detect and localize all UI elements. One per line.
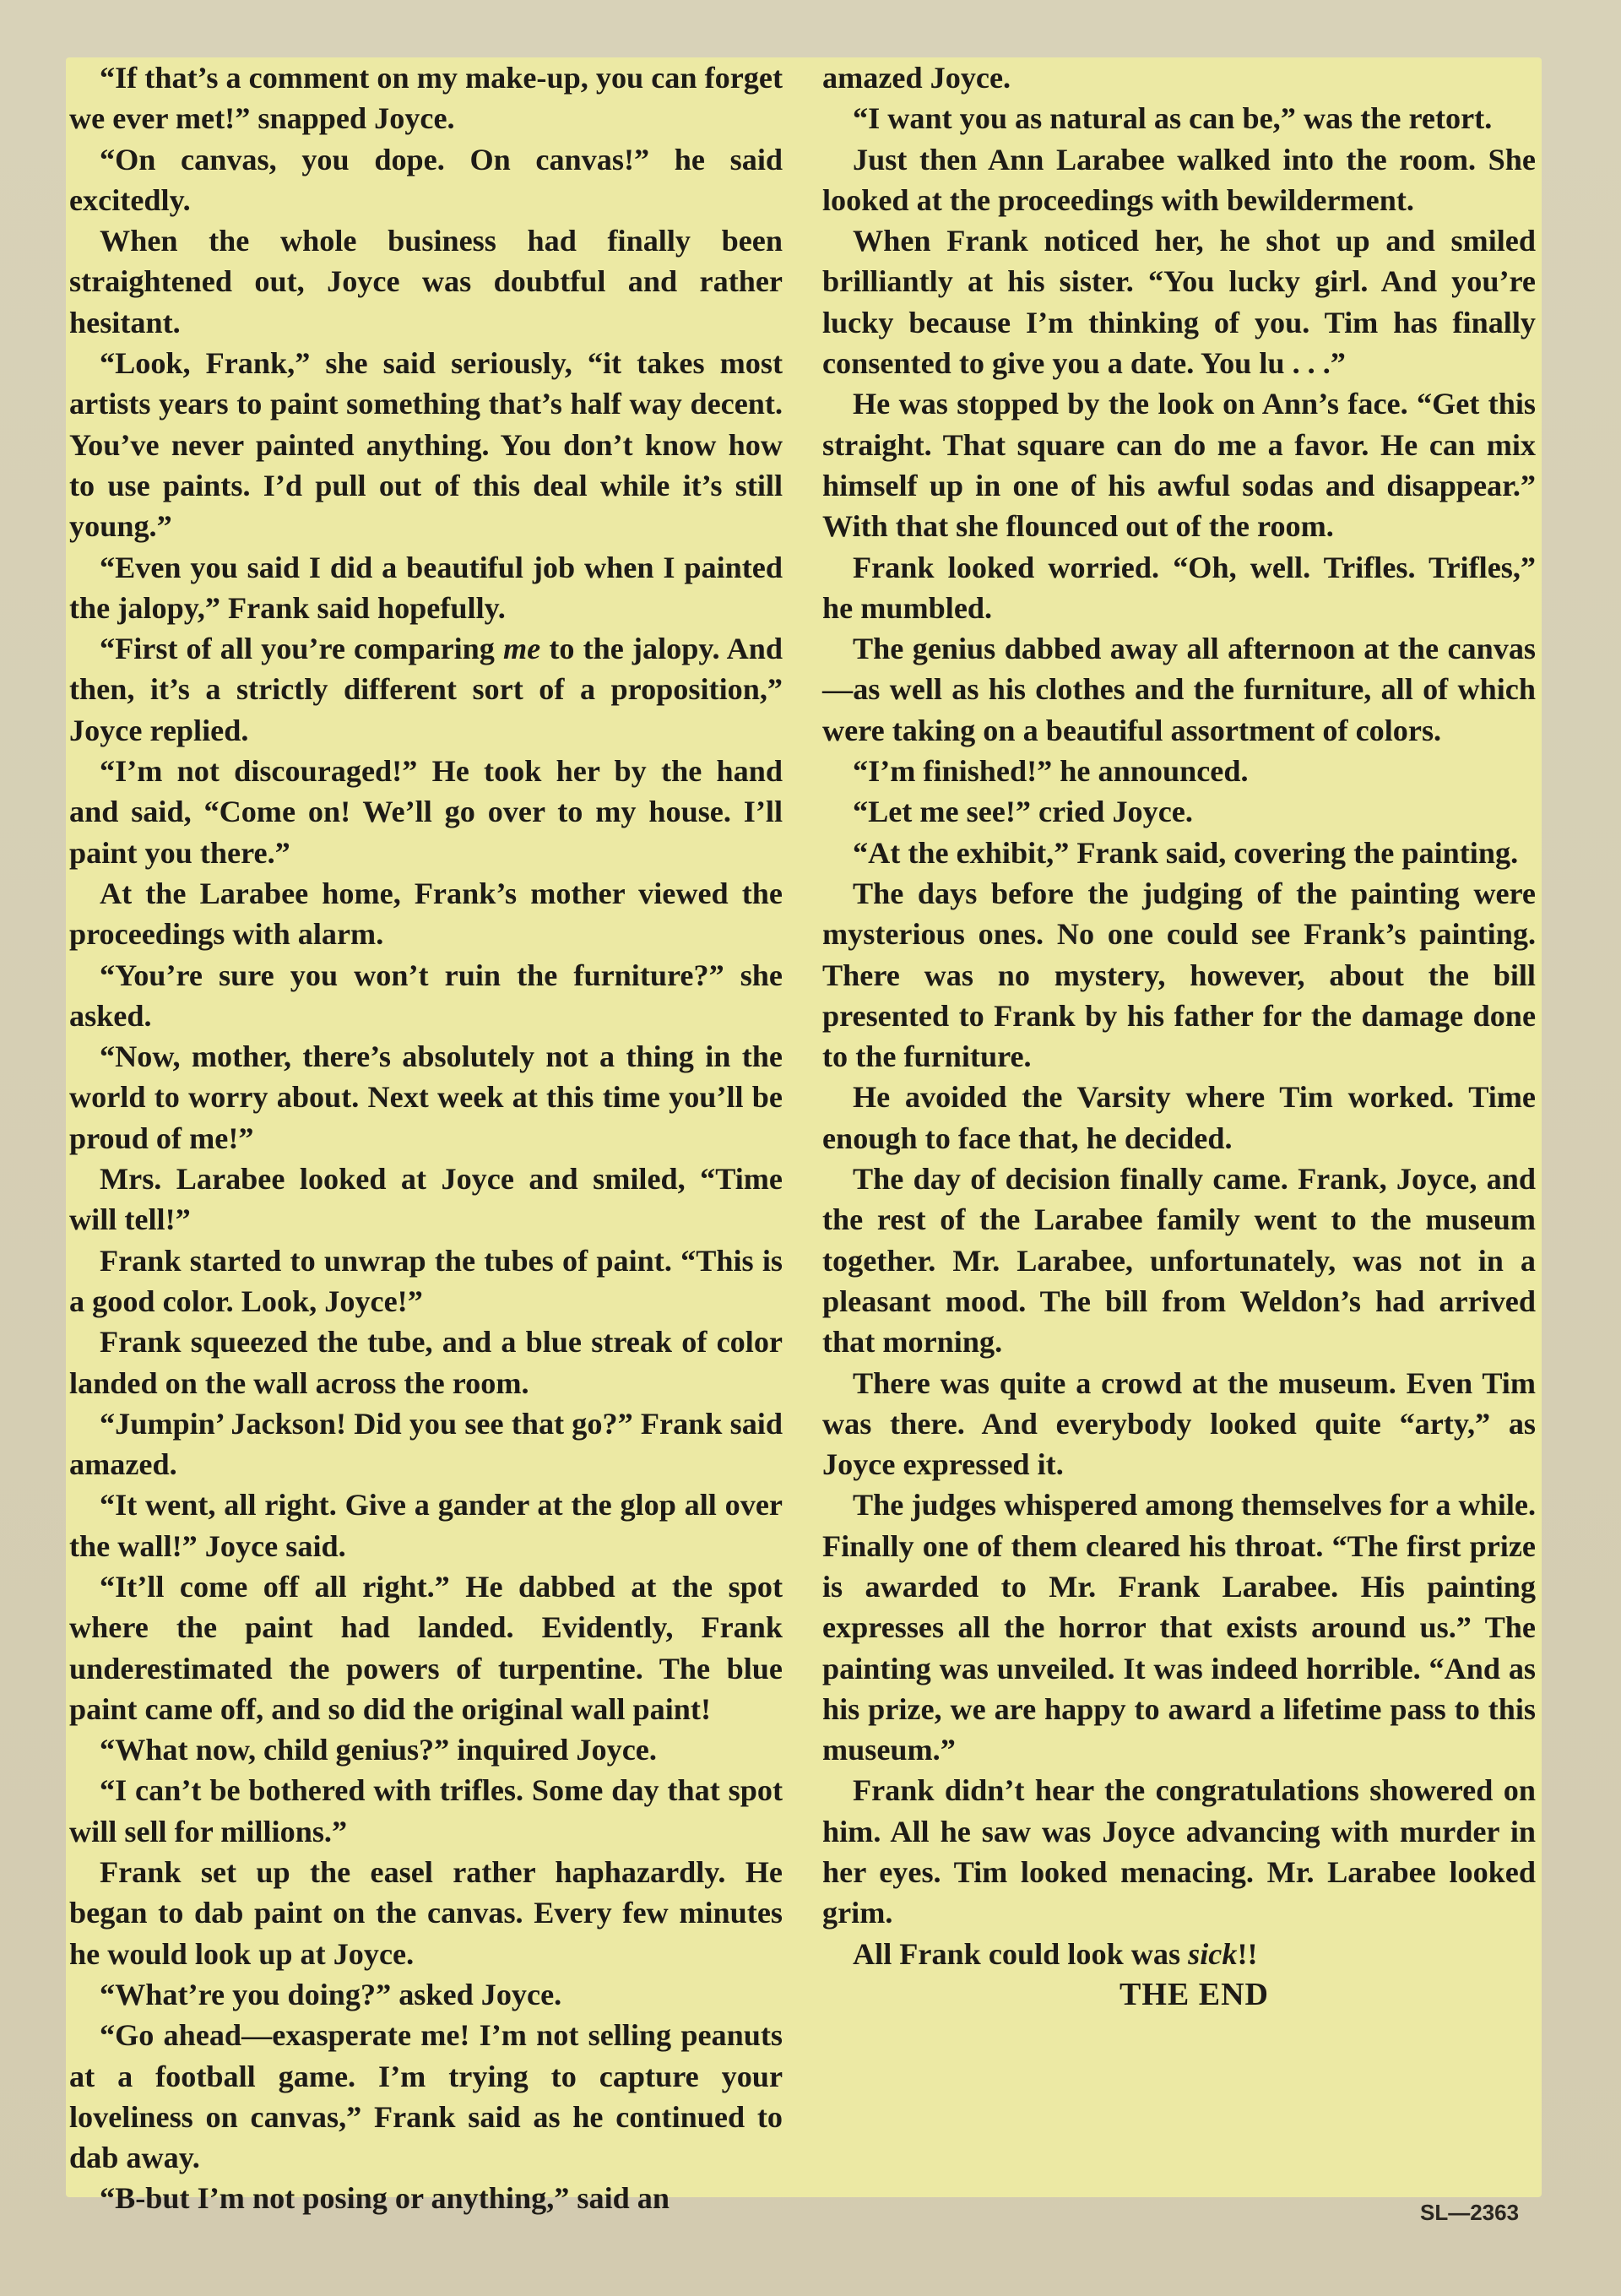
story-paragraph: The days before the judging of the painting were mysterious ones. No one could see Frank’s painting. There was no mystery, however, about the bill presented to Frank by his father for the damage done to the furniture.: [822, 876, 1536, 1074]
story-paragraph: “I can’t be bothered with trifles. Some day that spot will sell for millions.”: [69, 1773, 783, 1848]
story-paragraph: “Jumpin’ Jackson! Did you see that go?” Frank said amazed.: [69, 1406, 783, 1482]
story-paragraph: Frank looked worried. “Oh, well. Trifles. Trifles,” he mumbled.: [822, 550, 1536, 625]
story-paragraph: When the whole business had finally been straightened out, Joyce was doubtful and rather hesitant.: [69, 224, 783, 339]
paragraph-text: to the jalopy. And then, it’s a strictly different sort of a proposition,” Joyce replied.: [69, 632, 783, 747]
left-text-column: [69, 57, 783, 2219]
story-paragraph: “What’re you doing?” asked Joyce.: [100, 1977, 562, 2011]
story-paragraph: “On canvas, you dope. On canvas!” he said excitedly.: [69, 142, 783, 217]
story-paragraph: At the Larabee home, Frank’s mother viewed the proceedings with alarm.: [69, 876, 783, 952]
story-paragraph: amazed Joyce.: [822, 61, 1011, 95]
story-paragraph: “Look, Frank,” she said seriously, “it takes most artists years to paint something that’s half way decent. You’ve never painted anything. You don’t know how to use paints. I’d pull out of this deal while it’s still young.”: [69, 346, 783, 544]
story-paragraph: He was stopped by the look on Ann’s face. “Get this straight. That square can do me a favor. He can mix himself up in one of his awful sodas and disappear.” With that she flounced out of the room.: [822, 387, 1536, 544]
paragraph-text: !!: [1237, 1936, 1258, 1971]
story-paragraph: The day of decision finally came. Frank, Joyce, and the rest of the Larabee family went to the museum together. Mr. Larabee, unfortunately, was not in a pleasant mood. The bill from Weldon’s had arrived that morning.: [822, 1162, 1536, 1360]
story-paragraph: Frank didn’t hear the congratulations showered on him. All he saw was Joyce advancing with murder in her eyes. Tim looked menacing. Mr. Larabee looked grim.: [822, 1773, 1536, 1930]
story-paragraph: “Even you said I did a beautiful job when I painted the jalopy,” Frank said hopefully.: [69, 550, 783, 625]
story-paragraph: “I’m not discouraged!” He took her by the hand and said, “Come on! We’ll go over to my house. I’ll paint you there.”: [69, 754, 783, 870]
emphasized-word: sick: [1188, 1936, 1238, 1971]
story-paragraph: The genius dabbed away all afternoon at the canvas—as well as his clothes and the furniture, all of which were taking on a beautiful assortment of colors.: [822, 632, 1536, 747]
story-paragraph: There was quite a crowd at the museum. Even Tim was there. And everybody looked quite “arty,” as Joyce expressed it.: [822, 1365, 1536, 1482]
story-paragraph: “I’m finished!” he announced.: [853, 754, 1249, 789]
story-paragraph: [69, 628, 783, 751]
story-paragraph: “At the exhibit,” Frank said, covering the painting.: [853, 835, 1519, 870]
emphasized-word: me: [503, 632, 541, 666]
right-text-column: [822, 57, 1536, 2015]
story-paragraph: The judges whispered among themselves for a while. Finally one of them cleared his throat. “The first prize is awarded to Mr. Frank Larabee. His painting expresses all the horror that exists around us.” The painting was unveiled. It was indeed horrible. “And as his prize, we are happy to award a lifetime pass to this museum.”: [822, 1488, 1536, 1767]
paragraph-text: All Frank could look was: [853, 1936, 1189, 1971]
story-paragraph: “If that’s a comment on my make-up, you can forget we ever met!” snapped Joyce.: [69, 61, 783, 136]
story-paragraph: “What now, child genius?” inquired Joyce.: [100, 1733, 657, 1767]
story-paragraph: Frank started to unwrap the tubes of paint. “This is a good color. Look, Joyce!”: [69, 1243, 783, 1318]
story-paragraph: “Go ahead—exasperate me! I’m not selling peanuts at a football game. I’m trying to capture your loveliness on canvas,” Frank said as he continued to dab away.: [69, 2018, 783, 2175]
story-paragraph: “It’ll come off all right.” He dabbed at the spot where the paint had landed. Evidently, Frank underestimated the powers of turpentine. The blue paint came off, and so did the original wall paint!: [69, 1569, 783, 1726]
story-paragraph: Mrs. Larabee looked at Joyce and smiled, “Time will tell!”: [69, 1162, 783, 1237]
page-code: SL—2363: [1420, 2200, 1520, 2225]
story-paragraph: “Now, mother, there’s absolutely not a thing in the world to worry about. Next week at this time you’ll be proud of me!”: [69, 1039, 783, 1155]
the-end-label: THE END: [1120, 1976, 1269, 2012]
story-paragraph: “It went, all right. Give a gander at the glop all over the wall!” Joyce said.: [69, 1488, 783, 1563]
story-paragraph: Frank squeezed the tube, and a blue streak of color landed on the wall across the room.: [69, 1325, 783, 1400]
story-paragraph: “You’re sure you won’t ruin the furniture?” she asked.: [69, 958, 783, 1033]
story-paragraph: Just then Ann Larabee walked into the room. She looked at the proceedings with bewilderment.: [822, 142, 1536, 217]
story-paragraph: [822, 1934, 1536, 1974]
story-paragraph: When Frank noticed her, he shot up and smiled brilliantly at his sister. “You lucky girl. And you’re lucky because I’m thinking of you. Tim has finally consented to give you a date. You lu . . .”: [822, 224, 1536, 381]
story-paragraph: “Let me see!” cried Joyce.: [853, 795, 1193, 829]
story-paragraph: Frank set up the easel rather haphazardly. He began to dab paint on the canvas. Every few minutes he would look up at Joyce.: [69, 1855, 783, 1971]
paragraph-text: “First of all you’re comparing: [100, 632, 504, 666]
story-paragraph: “B-but I’m not posing or anything,” said an: [100, 2181, 670, 2216]
story-paragraph: “I want you as natural as can be,” was the retort.: [853, 101, 1493, 136]
story-paragraph: He avoided the Varsity where Tim worked. Time enough to face that, he decided.: [822, 1080, 1536, 1155]
